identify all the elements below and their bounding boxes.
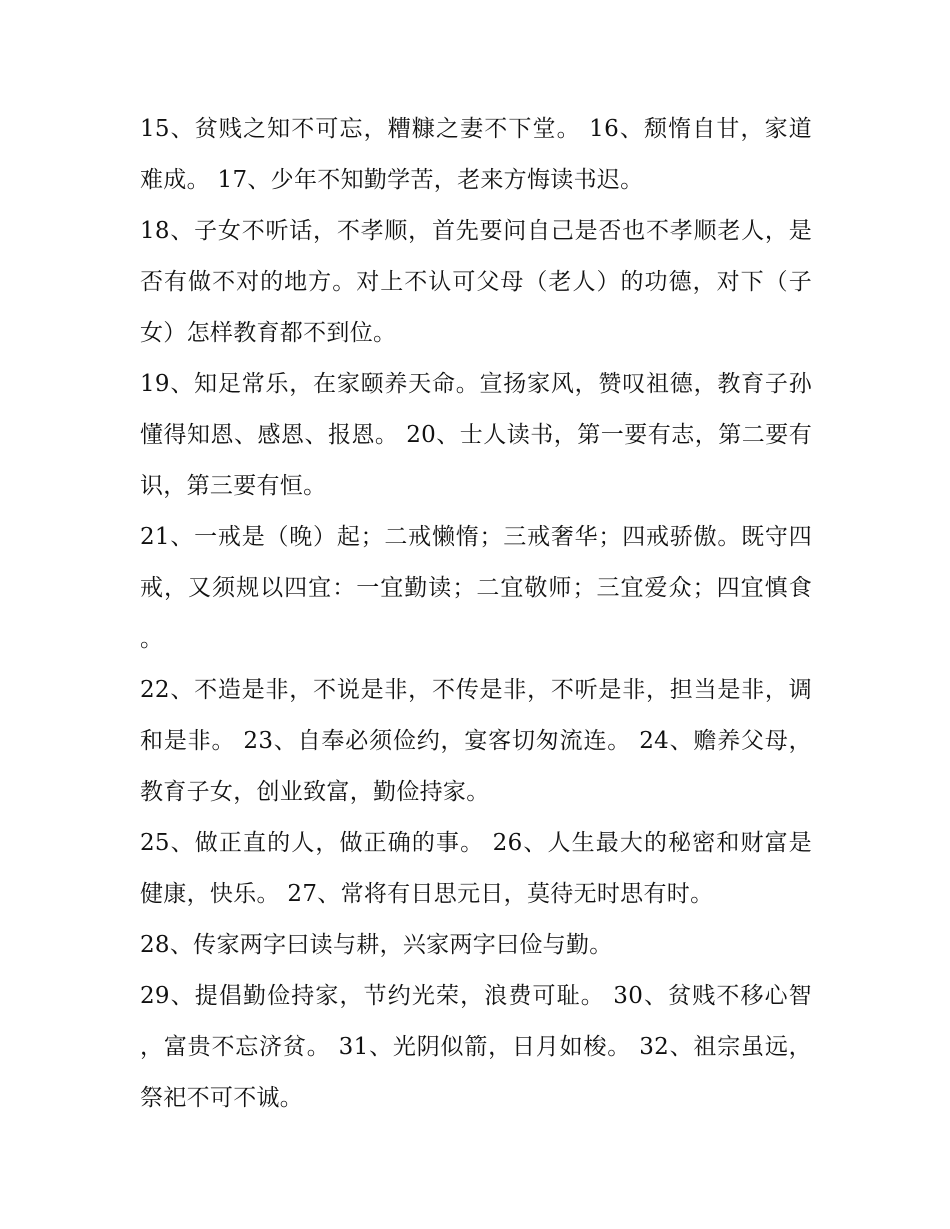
paragraph-18: 18、子女不听话，不孝顺，首先要问自己是否也不孝顺老人，是否有做不对的地方。对上不认可父母（老人）的功德，对下（子女）怎样教育都不到位。 [140, 218, 812, 346]
document-body [140, 104, 812, 1124]
paragraph-21: 21、一戒是（晚）起；二戒懒惰；三戒奢华；四戒骄傲。既守四戒，又须规以四宜：一宜勤读；二宜敬师；三宜爱众；四宜慎食。 [140, 524, 812, 652]
paragraph-22-24: 22、不造是非，不说是非，不传是非，不听是非，担当是非，调和是非。 23、自奉必须俭约，宴客切匆流连。 24、赡养父母，教育子女，创业致富，勤俭持家。 [140, 677, 812, 805]
paragraph-19-20: 19、知足常乐，在家颐养天命。宣扬家风，赞叹祖德，教育子孙懂得知恩、感恩、报恩。 20、士人读书，第一要有志，第二要有识，第三要有恒。 [140, 371, 812, 499]
paragraph-29-32: 29、提倡勤俭持家，节约光荣，浪费可耻。 30、贫贱不移心智，富贵不忘济贫。 31、光阴似箭，日月如梭。 32、祖宗虽远，祭祀不可不诚。 [140, 983, 812, 1111]
paragraph-28: 28、传家两字曰读与耕，兴家两字曰俭与勤。 [140, 932, 613, 958]
paragraph-25-27: 25、做正直的人，做正确的事。 26、人生最大的秘密和财富是健康，快乐。 27、常将有日思元日，莫待无时思有时。 [140, 830, 812, 907]
paragraph-15-17: 15、贫贱之知不可忘，糟糠之妻不下堂。 16、颓惰自甘，家道难成。 17、少年不知勤学苦，老来方悔读书迟。 [140, 116, 812, 193]
